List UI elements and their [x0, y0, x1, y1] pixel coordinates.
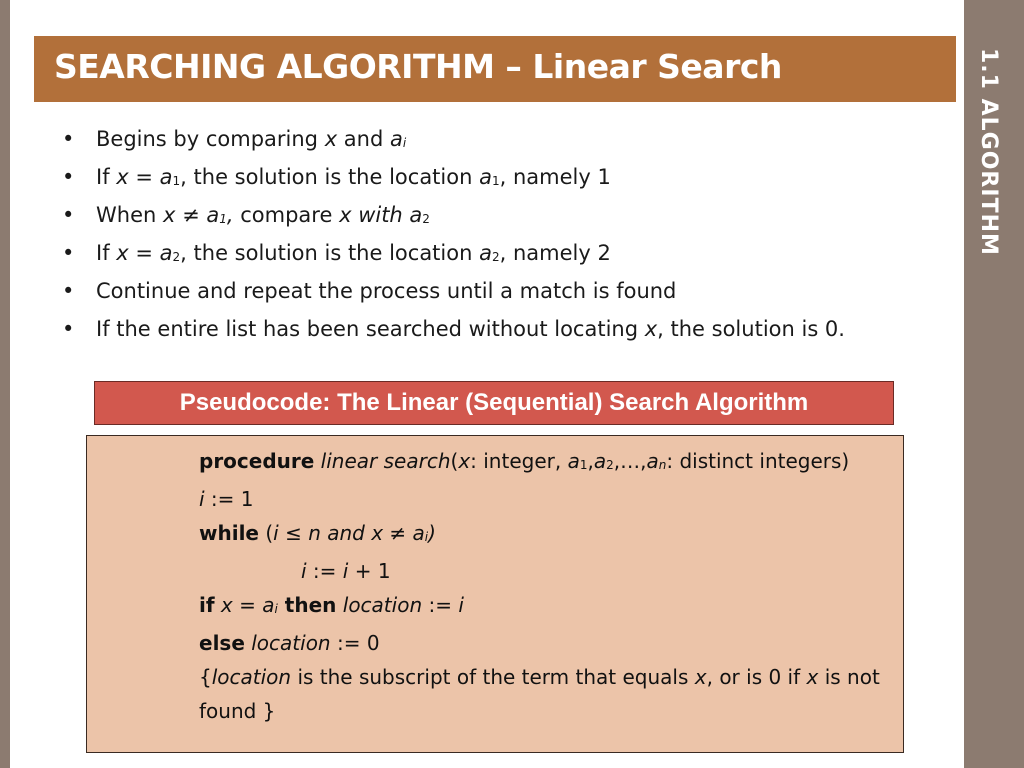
bullet-var: x: [116, 241, 129, 265]
code-condition: i ≤ n and x ≠ a: [273, 521, 425, 545]
code-var: location: [244, 631, 331, 655]
code-var: i: [301, 559, 307, 583]
bullet-icon: •: [62, 317, 75, 341]
pseudocode-body: [199, 444, 889, 728]
bullet-subscript: 1: [219, 212, 227, 226]
code-var: a: [593, 449, 607, 473]
bullet-subscript: 2: [491, 250, 500, 264]
code-var: i: [199, 487, 205, 511]
bullet-subscript: 1: [172, 174, 181, 188]
bullet-var: a: [159, 241, 173, 265]
bullet-icon: •: [62, 165, 75, 189]
bullet-text: When: [96, 203, 163, 227]
pseudocode-header: Pseudocode: The Linear (Sequential) Search Algorithm: [94, 381, 894, 425]
code-text: : distinct integers): [666, 449, 850, 473]
bullet-text: Begins by comparing: [96, 127, 325, 151]
bullet-text: If: [96, 241, 117, 265]
bullet-icon: •: [62, 203, 75, 227]
code-keyword: while: [199, 521, 259, 545]
code-subscript: i: [274, 602, 278, 616]
code-text: (: [259, 521, 274, 545]
code-var: x: [458, 449, 471, 473]
code-text: :=: [422, 593, 459, 617]
bullet-subscript: 1: [491, 174, 500, 188]
bullet-subscript: i: [402, 136, 407, 150]
bullet-text: =: [128, 241, 160, 265]
bullet-var: ≠ a: [175, 203, 220, 227]
code-text: (: [450, 449, 459, 473]
code-line-if: [199, 588, 889, 626]
bullet-text: , namely 1: [499, 165, 611, 189]
bullet-text: , the solution is the location: [180, 165, 480, 189]
bullet-var: with a: [351, 203, 423, 227]
bullet-var: x: [116, 165, 129, 189]
bullet-var: a: [479, 241, 492, 265]
bullet-text: , the solution is the location: [180, 241, 480, 265]
code-subscript: i: [424, 530, 429, 544]
code-line-comment: [199, 660, 889, 728]
slide-title: SEARCHING ALGORITHM – Linear Search: [54, 47, 782, 86]
title-bar: [34, 36, 956, 102]
bullet-item: [60, 160, 845, 198]
code-text: {: [199, 665, 212, 689]
code-text: is not found }: [199, 665, 880, 723]
code-text: is the subscript of the term that equals: [291, 665, 695, 689]
bullet-list: [60, 122, 845, 350]
code-text: + 1: [348, 559, 391, 583]
code-var: x: [806, 665, 819, 689]
code-procedure-name: linear search: [314, 449, 451, 473]
bullet-var: x: [339, 203, 352, 227]
bullet-var: x: [162, 203, 176, 227]
code-text: :=: [306, 559, 343, 583]
bullet-text: =: [128, 165, 160, 189]
code-text: := 1: [204, 487, 254, 511]
bullet-subscript: 2: [422, 212, 430, 226]
code-var: location: [336, 593, 423, 617]
code-text: ,…,: [613, 449, 647, 473]
pseudocode-box: [86, 435, 904, 753]
bullet-var: a: [479, 165, 492, 189]
section-label: 1.1 ALGORITHM: [976, 48, 1001, 256]
bullet-item: [60, 122, 845, 160]
code-text: ,: [587, 449, 594, 473]
code-var: a: [646, 449, 659, 473]
bullet-icon: •: [62, 241, 75, 265]
code-subscript: n: [658, 458, 667, 472]
bullet-text: and: [337, 127, 390, 151]
bullet-var: ,: [226, 203, 234, 227]
bullet-icon: •: [62, 127, 75, 151]
bullet-item: [60, 312, 845, 350]
code-var: location: [211, 665, 292, 689]
bullet-item: [60, 198, 845, 236]
code-text: , or is 0 if: [706, 665, 807, 689]
code-var: i: [342, 559, 349, 583]
code-subscript: 1: [579, 458, 588, 472]
code-keyword: else: [199, 631, 245, 655]
code-var: i: [458, 593, 464, 617]
code-line-while: [199, 516, 889, 554]
code-keyword: procedure: [199, 449, 315, 473]
code-line-else: [199, 626, 889, 660]
bullet-var: a: [159, 165, 173, 189]
code-text: : integer,: [470, 449, 568, 473]
bullet-icon: •: [62, 279, 75, 303]
bullet-var: x: [324, 127, 338, 151]
bullet-text: If the entire list has been searched without locating: [96, 317, 645, 341]
code-keyword: then: [277, 593, 337, 617]
code-keyword: if: [199, 593, 215, 617]
bullet-item: [60, 274, 845, 312]
code-var: a: [567, 449, 580, 473]
bullet-var: x: [644, 317, 658, 341]
bullet-var: a: [389, 127, 403, 151]
bullet-text: , the solution is 0.: [657, 317, 845, 341]
code-subscript: 2: [606, 458, 614, 472]
bullet-text: If: [96, 165, 117, 189]
code-text: ): [428, 521, 436, 545]
left-accent-bar: [0, 0, 10, 768]
bullet-subscript: 2: [172, 250, 181, 264]
code-line-increment: [199, 554, 889, 588]
bullet-item: [60, 236, 845, 274]
code-var: x: [694, 665, 707, 689]
code-line-procedure: [199, 444, 889, 482]
code-line-init: [199, 482, 889, 516]
code-text: := 0: [330, 631, 380, 655]
bullet-text: Continue and repeat the process until a match is found: [96, 279, 677, 303]
code-condition: x = a: [214, 593, 275, 617]
bullet-text: compare: [233, 203, 340, 227]
bullet-text: , namely 2: [499, 241, 611, 265]
